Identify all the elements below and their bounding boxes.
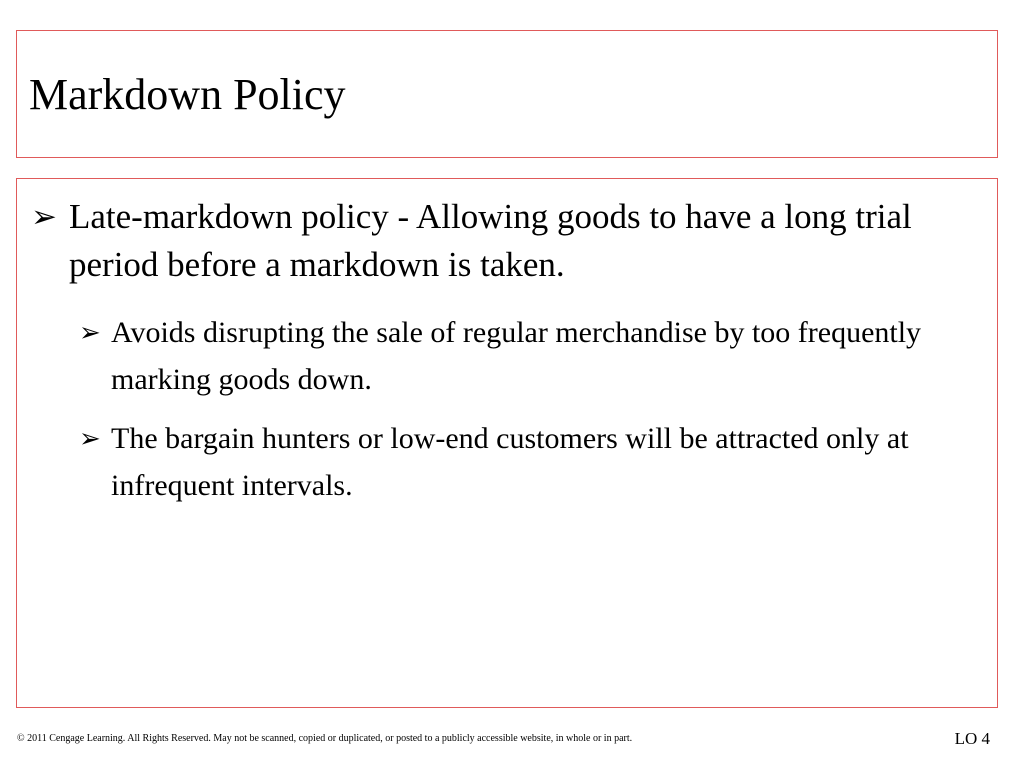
copyright-footer: © 2011 Cengage Learning. All Rights Reserved. May not be scanned, copied or duplicated, or posted to a publicly accessible website, in whole or in part.: [17, 733, 633, 744]
content-box: [16, 178, 998, 708]
title-box: [16, 30, 998, 158]
bullet-text: Late-markdown policy - Allowing goods to have a long trial period before a markdown is taken.: [69, 197, 912, 284]
arrow-bullet-icon: ➢: [79, 424, 101, 453]
slide-title: Markdown Policy: [29, 70, 346, 119]
bullet-late-markdown-policy: [31, 193, 991, 289]
sub-bullet-avoids-disrupting: [79, 309, 979, 403]
sub-bullet-text: The bargain hunters or low-end customers will be attracted only at infrequent intervals.: [111, 422, 909, 502]
sub-bullet-text: Avoids disrupting the sale of regular merchandise by too frequently marking goods down.: [111, 316, 922, 396]
arrow-bullet-icon: ➢: [79, 318, 101, 347]
arrow-bullet-icon: ➢: [31, 199, 57, 234]
sub-bullet-bargain-hunters: [79, 415, 979, 509]
learning-objective-label: LO 4: [954, 729, 990, 748]
